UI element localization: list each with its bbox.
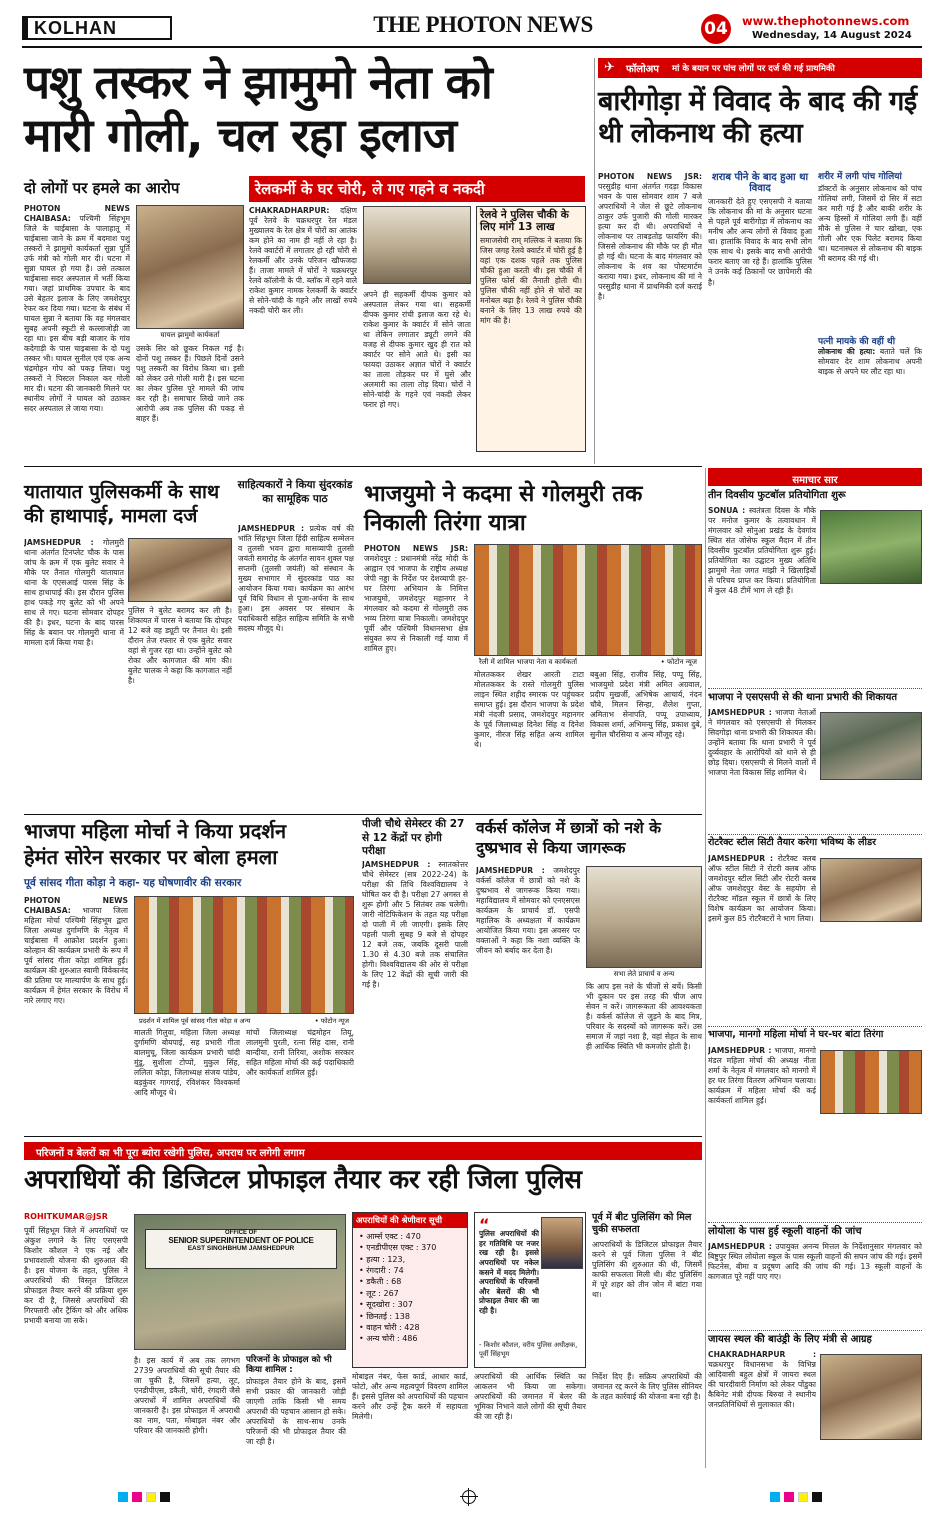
issue-date: Wednesday, 14 August 2024 — [752, 30, 912, 41]
bjym-body-col1: PHOTON NEWS JSR: जमशेदपुर : प्रधानमंत्री नरेंद्र मोदी के आह्वान एवं भाजपा के राष्ट्रीय अध्यक्ष जेपी नड्डा के निर्देश पर देशव्यापी हर-घर तिरंगा अभियान के निमित्त भाजयुमो, जमशेदपुर महानगर ने मंगलवार को कदमा से गोलमुरी तक भव्य तिरंगा यात्रा निकाली। जमशेदपुर पूर्वी और पश्चिमी विधानसभा क्षेत्र संयुक्त रूप से निकाली गई यात्रा में शामिल हुए। — [364, 544, 468, 654]
list-item: • वाहन चोरी : 428 — [359, 1322, 420, 1332]
saar-item-headline: जायस स्थल की बाउंड्री के लिए मंत्री से आग्रह — [708, 1334, 872, 1345]
page-number: 04 — [701, 14, 731, 44]
section-label: KOLHAN — [22, 16, 172, 40]
saar-item-body: SONUA : स्वतंत्रता दिवस के मौके पर मनोज कुमार के तत्वावधान में मंगलवार को सोनुआ प्रखंड के देवगांव स्थित संत जोसेफ स्कूल मैदान में तीन दिवसीय फुटबॉल प्रतियोगिता शुरू हुई। प्रतियोगिता का उद्घाटन मुख्य अतिथि झामुमो नेता जगत मांझी ने खिलाड़ियों से परिचय प्राप्त कर किया। प्रतियोगिता में कुल 48 टीमें भाग ले रही हैं। — [708, 506, 816, 596]
rail-body-col2: अपने ही सहकर्मी दीपक कुमार को अस्पताल लेकर गया था। सहकर्मी दीपक कुमार रांची इलाज करा रहे थे। राकेश कुमार के क्वार्टर में सोने जाता था लेकिन लगातार ड्यूटी लगने की वजह से दीपक कुमार खुद ही रात को क्वार्टर पर सोने आते थे। इसी का फायदा उठाकर अज्ञात चोरों ने क्वार्टर का ताला तोड़कर घर में घुसे और अलमारी का ताला तोड़ दिया। चोरों ने सोने-चांदी के गहने एवं नकदी लेकर फरार हो गए। — [363, 290, 471, 410]
saar-divider — [708, 1026, 922, 1027]
police-office-sign: OFFICE OF SENIOR SUPERINTENDENT OF POLICE EAST SINGHBHUM JAMSHEDPUR — [145, 1229, 337, 1269]
quote-mark-icon: “ — [479, 1215, 490, 1234]
writers-headline: साहित्यकारों ने किया सुंदरकांड का सामूहिक पाठ — [237, 479, 353, 506]
saar-divider — [708, 834, 922, 835]
workers-body-col2: कि आप इस नशे के चीजों से बचें। किसी भी दुकान पर इस तरह की चीज आप सेवन न करें। जागरूकता की आवश्यकता है। वर्कर्स कॉलेज से जुड़ने के बाद मित्र, परिवार के सदस्यों को जागरूक करें। उस समाज में जहां नशा है, वहां सेहत के साथ ही आर्थिक स्थिति भी कमजोर होती है। — [586, 982, 702, 1052]
website: www.thephotonnews.com — [742, 14, 910, 28]
saar-item-headline: रोटरैक्ट स्टील सिटी तैयार करेगा भविष्य के लीडर — [708, 837, 877, 848]
workers-photo-caption: सभा लेते प्राचार्य व अन्य — [588, 969, 700, 980]
ssp-portrait — [541, 1217, 583, 1269]
bjym-headline: भाजयुमो ने कदमा से गोलमुरी तक निकाली तिरंगा यात्रा — [364, 481, 643, 536]
list-item: • छिनतई : 138 — [359, 1311, 410, 1321]
exam-body: JAMSHEDPUR : स्नातकोत्तर चौथे सेमेस्टर (सत्र 2022-24) के परीक्षा की तिथि विश्वविद्यालय ने घोषित कर दी है। परीक्षा 27 अगस्त से शुरू होगी और 5 सितंबर तक चलेगी। जारी नोटिफिकेशन के तहत यह परीक्षा दो पाली में ली जाएगी। इसके लिए पहली पाली सुबह 9 बजे से दोपहर 12 बजे तक, जबकि दूसरी पाली 1.30 से 4.30 बजे तक संचालित होगी। विश्वविद्यालय की ओर से परीक्षा के लिए 12 केंद्रों की सूची जारी की गई है। — [362, 860, 468, 990]
bjym-photo — [474, 544, 702, 656]
lead-photo-caption: घायल झामुमो कार्यकर्ता — [138, 330, 242, 341]
police-body-col1: पूर्वी सिंहभूम जिले में अपराधियों पर अंकुश लगाने के लिए एसएसपी किशोर कौशल ने एक नई और प्रभावशाली योजना की शुरुआत की है। इस योजना के तहत, पुलिस ने अपराधियों की विस्तृत डिजिटल प्रोफाइल तैयार करने की प्रक्रिया शुरू कर दी है, जिससे अपराधियों की गिरफ्तारी और ट्रैकिंग को और अधिक प्रभावी बनाया जा सके। — [24, 1226, 128, 1326]
saar-item-photo — [820, 858, 922, 922]
workers-headline: वर्कर्स कॉलेज में छात्रों को नशे के दुष्प्रभाव से किया जागरूक — [476, 819, 661, 858]
police-body-col5: मोबाइल नंबर, फेस कार्ड, आधार कार्ड, फोटो, और अन्य महत्वपूर्ण विवरण शामिल हैं। इससे पुलिस को अपराधियों की पहचान करने और उन्हें ट्रैक करने में सहायता मिलेगी। — [352, 1372, 468, 1422]
saar-divider — [708, 688, 922, 689]
beat-headline: पूर्व में बीट पुलिसिंग को मिल चुकी सफलता — [592, 1212, 692, 1236]
criminal-category-list — [352, 1212, 468, 1368]
mahila-subhead: पूर्व सांसद गीता कोड़ा ने कहा- यह घोषणावीर की सरकार — [24, 877, 242, 889]
saar-item-photo — [820, 1050, 922, 1114]
list-item: • लूट : 267 — [359, 1288, 399, 1298]
rail-body-col1: CHAKRADHARPUR: दक्षिण पूर्व रेलवे के चक्रधरपुर रेल मंडल मुख्यालय के रेल क्षेत्र में चोरों का आतंक कम होने का नाम ही नहीं ले रहा है। रेलवे क्वार्टरों में लगातार हो रही चोरी से रेलकर्मी और उनके परिजन खौफजदा हैं। ताजा मामले में चोरों ने चक्रधरपुर रेलवे कॉलोनी के पी. ब्लॉक में रहने वाले राकेश कुमार नामक रेलकर्मी के क्वार्टर से सोने-चांदी के गहने और लाखों रुपये नकदी चोरी कर ली। — [249, 206, 357, 316]
satellite-icon: ✈ — [604, 60, 615, 75]
saar-item-headline: लोयोला के पास हुई स्कूली वाहनों की जांच — [708, 1226, 862, 1237]
police-byline: ROHITKUMAR@JSR — [24, 1212, 108, 1221]
rail-sidebar: रेलवे ने पुलिस चौकी के लिए मांगे 13 लाख समाजसेवी राम् मल्लिक ने बताया कि जिस जगह रेलवे क्वार्टर में चोरी हुई है वहां एक दशक पहले तक पुलिस चौकी हुआ करती थी। इस चौकी में पुलिस फोर्स की तैनाती होती थी। पुलिस चौकी नहीं होने से चोरों का मनोबल बढ़ा है। रेलवे ने पुलिस चौकी बनाने के लिए 13 लाख रुपये की मांग की है। — [476, 206, 586, 452]
traffic-photo — [128, 538, 232, 602]
saar-item-body: CHAKRADHARPUR : चक्रधरपुर विधानसभा के विभिन्न आदिवासी बहुल क्षेत्रों में जायरा स्थल की चारदीवारी निर्माण को लेकर पोंडुका कैबिनेट मंत्री दीपक बिरुवा ने स्थानीय जनप्रतिनिधियों से मुलाकात की। — [708, 1350, 816, 1410]
mahila-body-col3: मांचों जिलाध्यक्ष चंद्रमोहन तियू, लालमुनी पुरती, रत्ना सिंह दास, रानी बान्दीया, रानी तिरिया, अशोक सरकार सहित महिला मोर्चा की कई पदाधिकारी और कार्यकर्ता शामिल हुईं। — [246, 1028, 354, 1078]
workers-photo — [586, 866, 702, 968]
followup-tag: फॉलोअप — [626, 64, 659, 75]
saar-item-body: JAMSHEDPUR : रोटरैक्ट क्लब ऑफ स्टील सिटी ने रोटरी क्लब ऑफ जमशेदपुर स्टील सिटी और रोटरी क्लब ऑफ जमशेदपुर वेस्ट के सहयोग से रोटरैक्ट मॉडल स्कूल में छात्रों के लिए विशेष कार्यक्रम का आयोजन किया। इसमें कुल 85 रोटरैक्टरों ने भाग लिया। — [708, 854, 816, 924]
divider-mid-1 — [24, 466, 702, 467]
list-item: • एनडीपीएस एक्ट : 370 — [359, 1243, 437, 1253]
list-item: • आर्म्स एक्ट : 470 — [359, 1232, 421, 1241]
list-item: • रंगदारी : 74 — [359, 1266, 404, 1276]
saar-item-headline: भाजपा, मानगो महिला मोर्चा ने घर-घर बांटा तिरंगा — [708, 1029, 884, 1040]
traffic-body-col2: पुलिस ने बुलेट बरामद कर ली है। शिकायत में पारस ने बताया कि दोपहर 12 बजे वह ड्यूटी पर तैनात थे। इसी दौरान तेज रफ्तार से एक बुलेट सवार वहां से गुजर रहा था। उन्होंने बुलेट को रोका और कागजात की मांग की। बुलेट चालक ने कहा कि कागजात नहीं है। — [128, 606, 232, 686]
column-separator — [594, 58, 595, 464]
saar-divider — [708, 1330, 922, 1331]
mahila-body-col1: PHOTON NEWS CHAIBASA: भाजपा जिला महिला मोर्चा पश्चिमी सिंहभूम द्वारा जिला अध्यक्ष दुर्गामणि के नेतृत्व में चाईबासा में आक्रोश प्रदर्शन हुआ। कोल्हान की कार्यक्रम प्रभारी के रूप में पूर्व सांसद गीता कोड़ा शामिल हुईं। कार्यक्रम की शुरुआत स्वामी विवेकानंद की प्रतिमा पर माल्यार्पण के साथ हुई। कार्यक्रम में हेमंत सरकार के विरोध में नारे लगाए गए। — [24, 896, 128, 1006]
list-item: • अन्य चोरी : 486 — [359, 1334, 418, 1344]
list-item: • हत्या : 123, — [359, 1254, 406, 1264]
followup-body-col1: PHOTON NEWS JSR: परसुडीह थाना अंतर्गत गदड़ा विकास भवन के पास सोमवार शाम 7 बजे अपराधियों ने जेल से छूटे लोकनाथ ठाकुर उर्फ पुजारी की गोली मारकर हत्या कर दी थी। अपराधियों ने लोकनाथ पर ताबड़तोड़ फायरिंग की। जिससे लोकनाथ की मौके पर ही मौत हो गई थी। घटना के बाद मंगलवार को लोकनाथ के शव का पोस्टमार्टम कराया गया। इधर, लोकनाथ की मां ने परसुडीह थाना में प्राथमिकी दर्ज कराई है। — [598, 172, 702, 302]
masthead — [0, 0, 945, 46]
lead-headline: पशु तस्कर ने झामुमो नेता को मारी गोली, चल रहा इलाज — [24, 55, 492, 162]
traffic-headline: यातायात पुलिसकर्मी के साथ की हाथापाई, मामला दर्ज — [24, 481, 220, 528]
column-separator — [705, 468, 706, 1468]
mahila-photo-caption: प्रदर्शन में शामिल पूर्व सांसद गीता कोड़ा व अन्य • फोटोन न्यूज — [136, 1015, 352, 1026]
lead-body-col2: उसके सिर को छूकर निकल गई है। दोनों पशु तस्कर हैं। पिछले दिनों उसने पशु तस्करी का विरोध किया था। इसी को लेकर उसे गोली मारी है। इस घटना का लेकर पुलिस पूरे मामले की जांच कर रही है। समाचार लिखे जाने तक आरोपी अब तक पुलिस की पकड़ से बाहर हैं। — [136, 344, 244, 424]
saar-item-headline: भाजपा ने एसएसपी से की थाना प्रभारी की शिकायत — [708, 692, 898, 703]
saar-item-body: JAMSHEDPUR : भाजपा, मानगो मंडल महिला मोर्चा की अध्यक्ष नीता शर्मा के नेतृत्व में मंगलवार को मानगो में हर घर तिरंगा वितरण अभियान चलाया। कार्यक्रम में महिला मोर्चा की कई कार्यकर्ता शामिल हुईं। — [708, 1046, 816, 1106]
bjym-body-col3: बबुआ सिंह, राजीव सिंह, पप्पू सिंह, भाजयुमो प्रदेश मंत्री अमित अग्रवाल, प्रदीप मुखर्जी, अभिषेक आचार्य, नंदन चौबे, मिलन सिन्हा, शैलेश गुप्ता, अमिताभ सेनापति, पप्पू उपाध्याय, विकास शर्मा, अभिमन्यु सिंह, प्रकाश दुबे, सुनील चौरसिया व अन्य मौजूद रहे। — [590, 670, 702, 740]
rail-headline: रेलकर्मी के घर चोरी, ले गए गहने व नकदी — [249, 176, 585, 202]
police-body-col7: निर्देश दिए हैं। सक्रिय अपराधियों की जमानत रद्द करने के लिए पुलिस सीनियर के तहत कार्रवाई की योजना बना रही है। — [592, 1372, 702, 1402]
lead-body-col1: PHOTON NEWS CHAIBASA: पश्चिमी सिंहभूम जिले के चाईबासा के पालाहातू में चाईबासा जाने के क्रम में बदमाश पशु तस्करों ने झामुमो कार्यकर्ता सुन्ना पूर्ति उर्फ मंत्री को गोली मार दी। घटना में सुन्ना घायल हो गया है। उसे तत्काल चाईबासा सदर अस्पताल में भर्ती किया गया। जहां प्राथमिक उपचार के बाद उसे बेहतर इलाज के लिए जमशेदपुर रेफर कर दिया गया। घटना के संबंध में घायल सुन्ना ने बताया कि वह मंगलवार सुबह अपनी स्कूटी से कल्लाजोड़ी जा रहा था। इस बीच बड़ी बाजार के गांव कदेगाड़ी के पास चाइबासा के दो पशु तस्कर भी। घायल सुनील एवं एक अन्य चंद्रमोहन गोप को पकड़ लिया। पशु तस्करों ने पिस्टल निकाल कर गोली मार दी। घटना की जानकारी मिलने पर स्थानीय लोगों ने घायल को उठाकर सदर अस्पताल ले जाया गया। — [24, 204, 130, 414]
saar-item-photo — [820, 712, 922, 780]
exam-headline: पीजी चौथे सेमेस्टर की 27 से 12 केंद्रों पर होगी परीक्षा — [362, 818, 465, 858]
bjym-body-col2: मोलतककर शेखर आरती टाटा मोलतककर के रास्ते गोलमुरी पुलिस लाइन स्थित शहीद स्मारक पर पहुंचकर समाप्त हुई। इस दौरान भाजपा के प्रदेश मंत्री नंदजी प्रसाद, जमशेदपुर महानगर के पूर्व जिलाध्यक्ष दिनेश सिंह व दिनेश कुमार, नीरज सिंह सहित अन्य शामिल थे। — [474, 670, 584, 750]
rail-photo — [363, 206, 471, 284]
beat-body: आपराधियों के डिजिटल प्रोफाइल तैयार करने से पूर्व जिला पुलिस ने बीट पुलिसिंग की शुरुआत की थी, जिसमें काफी सफलता मिली थी। बीट पुलिसिंग में पूरे शहर को तीन जोन में बांटा गया था। — [592, 1240, 702, 1300]
workers-body-col1: JAMSHEDPUR : जमशेदपुर वर्कर्स कॉलेज में छात्रों को नशे के दुष्प्रभाव से जागरूक किया गया। महाविद्यालय में सोमवार को एनएसएस कार्यक्रम के प्राचार्य डॉ. एसपी महालिक के अध्यक्षता में कार्यक्रम आयोजित किया गया। इस अवसर पर वक्ताओं ने कहा कि नशा व्यक्ति के जीवन को बर्बाद कर देता है। — [476, 866, 580, 956]
masthead-rule — [22, 46, 922, 48]
paper-name: THE PHOTON NEWS — [373, 12, 593, 37]
saar-item-headline: तीन दिवसीय फुटबॉल प्रतियोगिता शुरू — [708, 490, 846, 501]
divider-mid-3 — [24, 1136, 702, 1137]
divider-mid-2 — [24, 814, 702, 815]
police-body-col2: है। इस कार्य में अब तक लगभग 2739 अपराधियों की सूची तैयार की जा चुकी है, जिसमें हत्या, लूट, एनडीपीएस, डकैती, चोरी, रंगदारी जैसे अपराधों में शामिल अपराधियों की जानकारी है। इस प्रोफाइल में अपराधी का नाम, पता, मोबाइल नंबर और परिवार की जानकारी होगी। — [134, 1356, 240, 1436]
mahila-body-col2: मालती गिलुवा, महिला जिला अध्यक्ष दुर्गामणि बोयपाई, सह प्रभारी गीता बालमुचू, जिला कार्यक्रम प्रभारी चांदी मुंडू, सुशीला टोप्पो, मुकुल सिंह, ललिता कोड़ा, जिलाध्यक्ष संजय पांडेय, बड़कुंवर गागराई, रविशंकर विश्वकर्मा आदि मौजूद थे। — [134, 1028, 240, 1098]
followup-col2: शराब पीने के बाद हुआ था विवाद जानकारी देते हुए एसएसपी ने बताया कि लोकनाथ की मां के अनुसार घटना से पहले पूर्व बारीगोड़ा में लोकनाथ का मनीष और अन्य लोगों से विवाद हुआ था। हालांकि विवाद के बाद सभी लोग एक साथ थे। इसके बाद सभी आरोपी फरार बताए जा रहे हैं। हालांकि पुलिस ने उनके कई ठिकानों पर छापेमारी की है। — [708, 172, 812, 287]
bjym-photo-caption: रैली में शामिल भाजपा नेता व कार्यकर्ता • फोटोन न्यूज — [476, 657, 700, 668]
lead-photo — [136, 205, 244, 329]
police-profile-box: परिजनों के प्रोफाइल को भी किया शामिल : प्रोफाइल तैयार होने के बाद, इसमें सभी प्रकार की जानकारी जोड़ी जाएगी ताकि किसी भी समय अपराधी की पहचान आसान हो सके। अपराधियों के साथ-साथ उनके परिजनों की भी प्रोफाइल तैयार की जा रही है। — [246, 1355, 346, 1447]
saar-item-body: JAMSHEDPUR : भाजपा नेताओं ने मंगलवार को एसएसपी से मिलकर सिदगोड़ा थाना प्रभारी की शिकायत की। उन्होंने बताया कि थाना प्रभारी ने पूर्व दुर्व्यवहार के आरोपियों को थाने से ही छोड़ दिया। एसएसपी से मिलने वालों में भाजपा नेता विकास सिंह शामिल थे। — [708, 708, 816, 778]
mahila-photo — [134, 896, 354, 1014]
mahila-headline: भाजपा महिला मोर्चा ने किया प्रदर्शन हेमंत सोरेन सरकार पर बोला हमला — [24, 819, 287, 869]
lead-subhead: दो लोगों पर हमले का आरोप — [24, 179, 180, 197]
followup-kicker: मां के बयान पर पांच लोगों पर दर्ज की गई प्राथमिकी — [672, 64, 835, 74]
saar-item-photo — [820, 1354, 922, 1440]
category-list-items — [353, 1228, 467, 1348]
saar-divider — [708, 1222, 922, 1223]
category-list-header: अपराधियों की श्रेणीवार सूची — [353, 1213, 467, 1228]
list-item: • सूदखोरा : 307 — [359, 1300, 413, 1310]
followup-kicker-bar — [598, 58, 922, 78]
saar-item-body: JAMSHEDPUR : उपायुक्त अनन्य मित्तल के निर्देशानुसार मंगलवार को बिष्टुपुर स्थित लोयोला स्कूल के पास स्कूली वाहनों की सघन जांच की गई। इसमें फिटनेस, बीमा व प्रदूषण आदि की जांच की गई। 13 स्कूली वाहनों के कागजात पूरे नहीं पाए गए। — [708, 1242, 922, 1282]
list-item: • डकैती : 68 — [359, 1277, 402, 1287]
police-headline: अपराधियों की डिजिटल प्रोफाइल तैयार कर रही जिला पुलिस — [24, 1165, 582, 1195]
samachar-saar-header: समाचार सार — [708, 468, 922, 486]
police-photo — [134, 1214, 346, 1350]
followup-col3: शरीर में लगी पांच गोलियां डॉक्टरों के अनुसार लोकनाथ को पांच गोलियां लगी, जिसमें दो सिर में सटा कर मारी गई है और बाकी शरीर के अन्य हिस्सों में गोलियां लगी हैं। वहीं मौके से पुलिस ने चार खोखा, एक गोली और एक पिलेट बरामद किया था। घटनास्थल से लोकनाथ की बाइक भी बरामद की गई थी। पत्नी मायके की वहीं थी लोकनाथ की हत्या: बताते चलें कि सोमवार देर शाम लोकनाथ अपनी बाइक से अपने घर लौट रहा था। — [818, 172, 922, 377]
ssp-quote-box: “ पुलिस अपराधियों की हर गतिविधि पर नजर रख रही है। इससे अपराधियों पर नकेल कसने में मदद मिलेगी। अपराधियों के परिजनों और बेलरों की भी प्रोफाइल तैयार की जा रही है। - किशोर कौशल, वरीय पुलिस अधीक्षक, पूर्वी सिंहभूम — [474, 1212, 586, 1368]
registration-marks — [0, 1478, 945, 1516]
traffic-body-col1: JAMSHEDPUR : गोलमुरी थाना अंतर्गत टिनप्लेट चौक के पास जांच के क्रम में एक बुलेट सवार ने मौके पर तैनात गोलमुरी यातायात थाना के एएसआई पारस सिंह के साथ हाथापाई की। इस दौरान पुलिस हाथ पकड़े गए बुलेट को भी अपने साथ ले गए। घटना सोमवार दोपहर की है। इधर, घटना के बाद पारस सिंह के बयान पर गोलमुरी थाना में मामला दर्ज किया गया है। — [24, 538, 124, 648]
police-body-col6: अपराधियों की आर्थिक स्थिति का आकलन भी किया जा सकेगा। अपराधियों की जमानत में बेलर की भूमिका निभाने वाले लोगों की सूची तैयार की जा रही है। — [474, 1372, 586, 1422]
police-kicker-bar: परिजनों व बेलरों का भी पूरा ब्योरा रखेगी पुलिस, अपराध पर लगेगी लगाम — [24, 1142, 702, 1160]
writers-body: JAMSHEDPUR : प्रत्येक वर्ष की भांति सिंहभूम जिला हिंदी साहित्य सम्मेलन व तुलसी भवन द्वारा मासव्यापी तुलसी जयंती समारोह के अंतर्गत सावन शुक्ल पक्ष सप्तमी (तुलसी जयंती) को संस्थान के मुख्य सभागार में सुंदरकांड पाठ का आयोजन किया गया। कार्यक्रम का आरंभ पूर्व विधि विधान से पूजा-अर्चना के साथ हुआ। इस अवसर पर संस्थान के पदाधिकारी सहित साहित्य समिति के सभी सदस्य मौजूद थे। — [238, 524, 354, 634]
saar-item-photo — [820, 510, 922, 584]
followup-headline: बारीगोड़ा में विवाद के बाद की गई थी लोकनाथ की हत्या — [598, 86, 917, 149]
